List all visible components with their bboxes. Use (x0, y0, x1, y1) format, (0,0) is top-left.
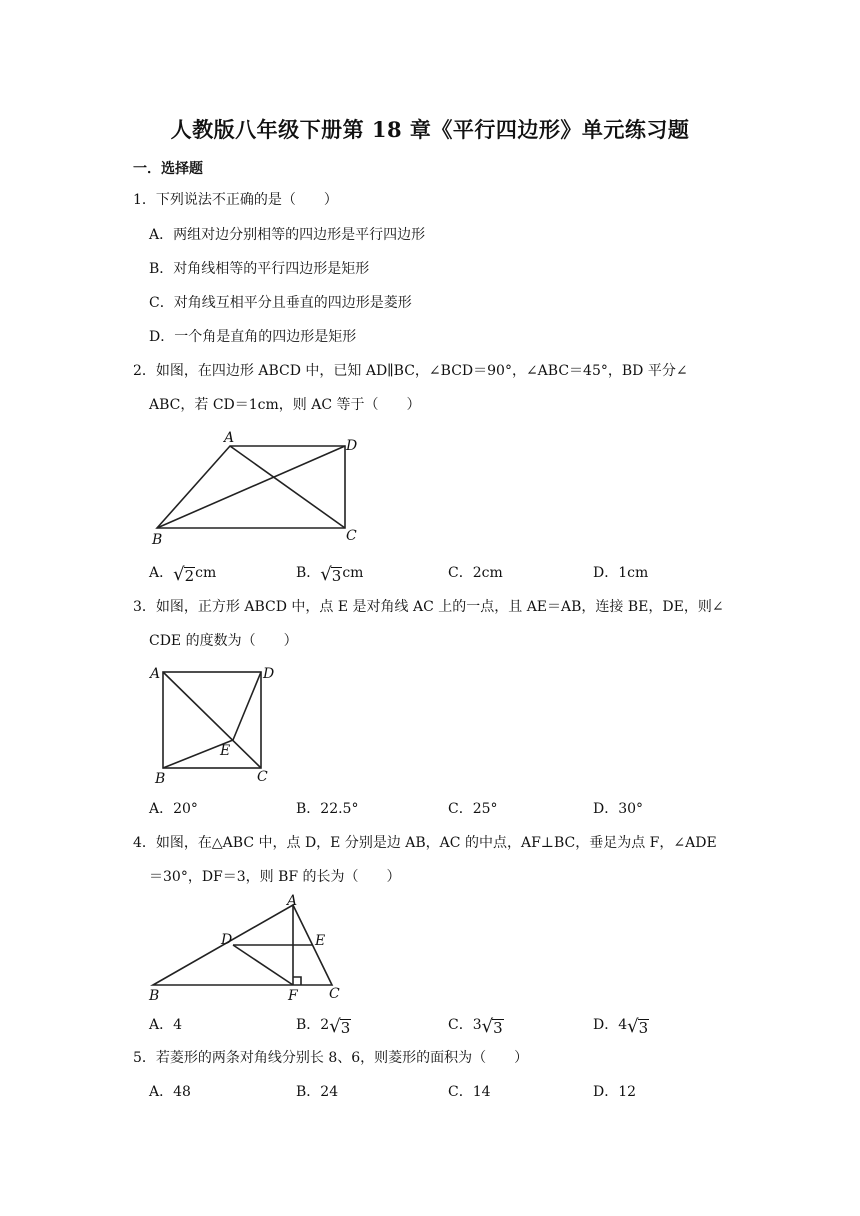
q2-option-b-unit: cm (342, 565, 364, 581)
section-heading: 一．选择题 (133, 161, 203, 177)
q4-option-c (448, 1016, 504, 1036)
q2-option-b-radicand: 3 (331, 567, 342, 585)
q2-stem-line2: ABC，若 CD＝1cm，则 AC 等于（ ） (149, 397, 421, 413)
q3-option-c: C．25° (448, 801, 498, 817)
q2-option-a (149, 564, 216, 584)
q1-option-a: A．两组对边分别相等的四边形是平行四边形 (149, 227, 426, 243)
q3-stem-line1: 3．如图，正方形 ABCD 中，点 E 是对角线 AC 上的一点，且 AE＝AB，连接 BE，DE，则∠ (133, 599, 724, 615)
q3-segment-de (233, 672, 261, 740)
q5-option-d: D．12 (593, 1084, 637, 1100)
q1-stem: 1．下列说法不正确的是（ ） (133, 192, 338, 208)
q2-option-a-unit: cm (195, 565, 217, 581)
q3-option-a: A．20° (149, 801, 198, 817)
q2-label-b: B (152, 532, 163, 548)
q4-option-c-coef: 3 (472, 1017, 482, 1033)
q3-label-e: E (220, 743, 231, 759)
q4-option-b (296, 1016, 351, 1036)
q3-figure (145, 660, 285, 788)
q3-label-c: C (257, 769, 268, 785)
q4-stem-line2: ＝30°，DF＝3，则 BF 的长为（ ） (149, 869, 401, 885)
q4-option-c-prefix: C． (448, 1017, 473, 1033)
sqrt-3-expression: √ 3 (329, 1016, 351, 1037)
q3-option-b: B．22.5° (296, 801, 359, 817)
q4-option-d (593, 1016, 649, 1036)
q4-right-angle-mark (293, 977, 301, 985)
q4-option-b-prefix: B． (296, 1017, 321, 1033)
q2-option-c: C．2cm (448, 565, 503, 581)
q4-label-c: C (329, 986, 340, 1002)
q4-option-c-radicand: 3 (493, 1019, 503, 1037)
q5-stem: 5．若菱形的两条对角线分别长 8、6，则菱形的面积为（ ） (133, 1050, 529, 1066)
q3-option-d: D．30° (593, 801, 644, 817)
q2-option-a-prefix: A． (149, 565, 174, 581)
q2-option-b (296, 564, 363, 584)
sqrt-3-expression: √ 3 (320, 564, 342, 585)
q2-label-c: C (346, 528, 357, 544)
q4-label-b: B (149, 988, 160, 1004)
q3-diagonal-ac (163, 672, 261, 768)
q4-label-d: D (221, 932, 233, 948)
q2-option-d: D．1cm (593, 565, 649, 581)
q2-diagonal-bd (157, 446, 345, 528)
sqrt-2-expression: √ 2 (173, 564, 195, 585)
q4-label-a: A (287, 893, 298, 909)
q4-option-b-coef: 2 (320, 1017, 330, 1033)
q4-option-b-radicand: 3 (340, 1019, 351, 1037)
q4-option-a: A．4 (149, 1017, 183, 1033)
q3-label-d: D (263, 666, 275, 682)
q3-label-a: A (150, 666, 161, 682)
q2-diagonal-ac (230, 446, 345, 528)
q4-segment-df (233, 945, 293, 985)
sqrt-3-expression: √ 3 (481, 1016, 503, 1037)
q4-label-e: E (315, 933, 326, 949)
q2-figure (145, 428, 375, 548)
q5-option-a: A．48 (149, 1084, 191, 1100)
q3-label-b: B (155, 771, 166, 787)
q2-stem-line1: 2．如图，在四边形 ABCD 中，已知 AD∥BC，∠BCD＝90°，∠ABC＝45°，BD 平分∠ (133, 363, 688, 379)
sqrt-3-expression: √ 3 (627, 1016, 649, 1037)
q1-option-b: B．对角线相等的平行四边形是矩形 (149, 261, 370, 277)
q2-label-d: D (346, 438, 358, 454)
q2-label-a: A (224, 430, 235, 446)
q4-stem-line1: 4．如图，在△ABC 中，点 D，E 分别是边 AB，AC 的中点，AF⊥BC，垂足为点 F，∠ADE (133, 835, 717, 851)
q5-option-c: C．14 (448, 1084, 491, 1100)
q4-option-d-prefix: D． (593, 1017, 619, 1033)
q2-option-a-radicand: 2 (184, 567, 195, 585)
q3-stem-line2: CDE 的度数为（ ） (149, 633, 298, 649)
q4-label-f: F (288, 988, 298, 1004)
q4-option-d-coef: 4 (618, 1017, 628, 1033)
q1-option-c: C．对角线互相平分且垂直的四边形是菱形 (149, 295, 412, 311)
q5-option-b: B．24 (296, 1084, 339, 1100)
q4-figure (145, 893, 355, 1008)
q2-option-b-prefix: B． (296, 565, 321, 581)
q1-option-d: D．一个角是直角的四边形是矩形 (149, 329, 357, 345)
q4-option-d-radicand: 3 (638, 1019, 649, 1037)
page-title: 人教版八年级下册第 18 章《平行四边形》单元练习题 (170, 117, 690, 142)
